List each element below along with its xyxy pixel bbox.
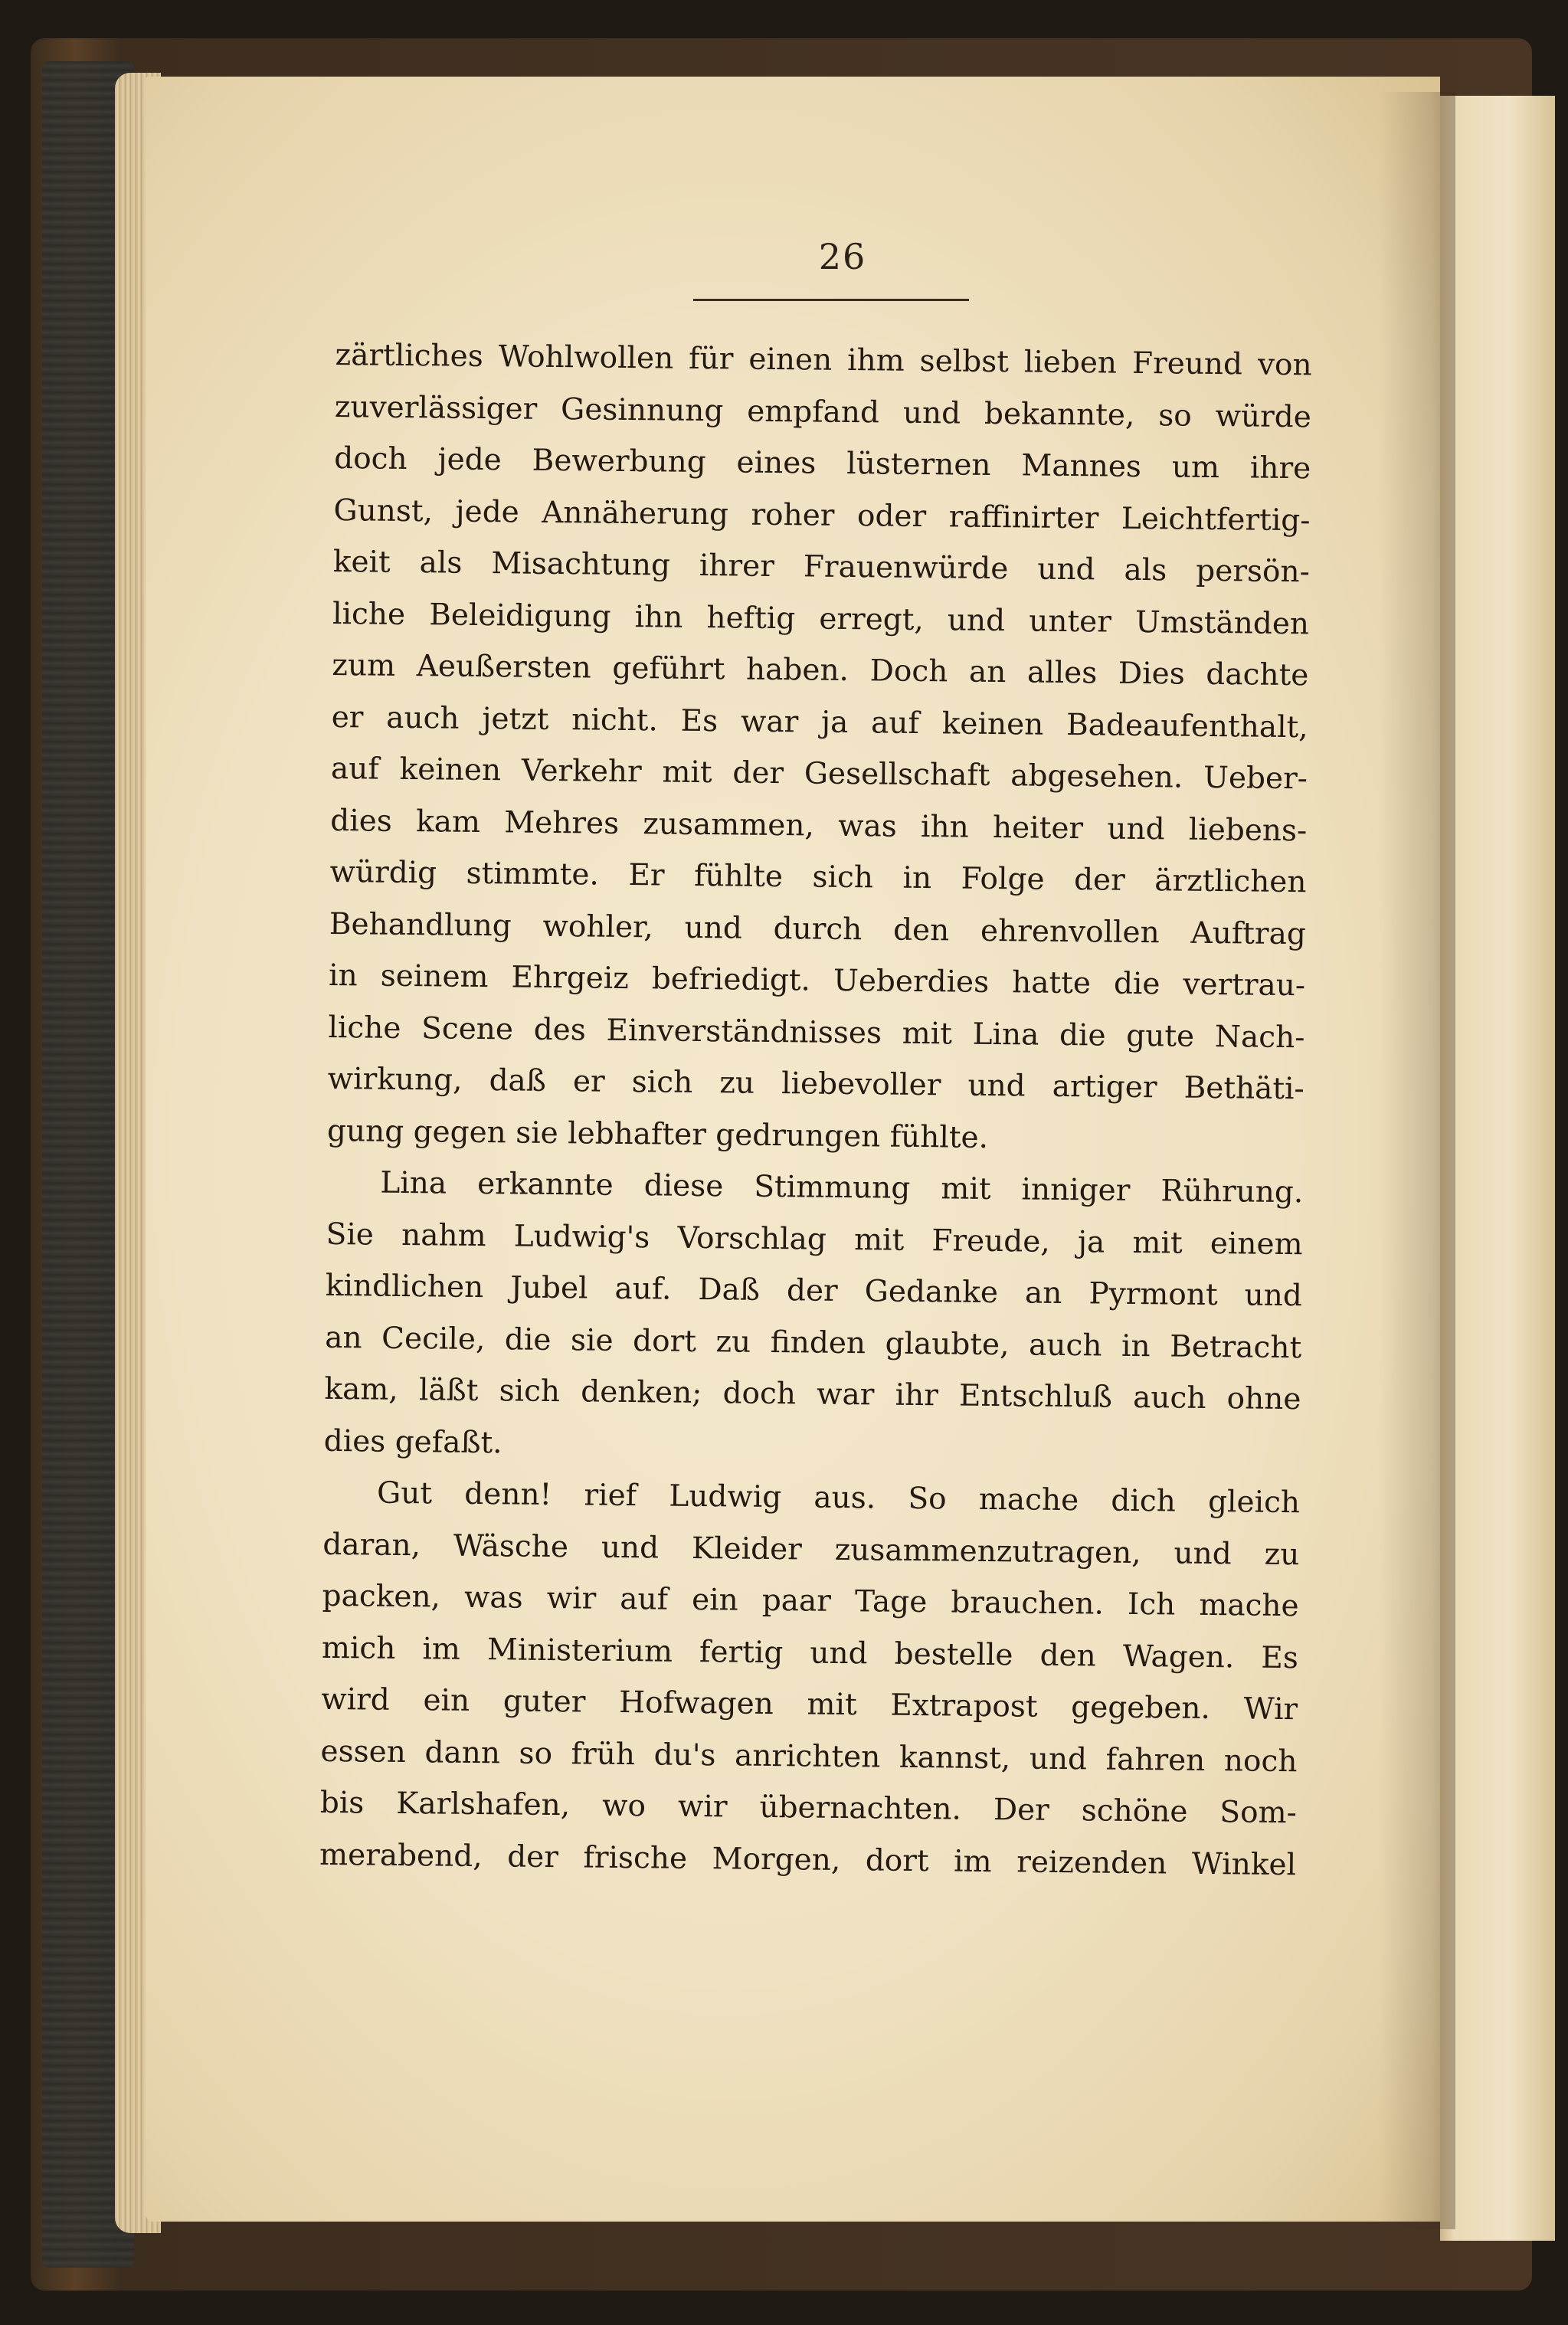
text-line: gung gegen sie lebhafter gedrungen fühlte.	[326, 1113, 989, 1155]
text-line: Gut denn! rief Ludwig aus. So mache dich gleich	[376, 1475, 1301, 1521]
text-line: liche Scene des Einverständnisses mit Lina die gute Nach-	[328, 1010, 1305, 1055]
text-line: würdig stimmte. Er fühlte sich in Folge der ärztlichen	[329, 854, 1307, 900]
text-line: zärtliches Wohlwollen für einen ihm selbst lieben Freund von	[335, 337, 1312, 383]
text-line: doch jede Bewerbung eines lüsternen Mannes um ihre	[333, 440, 1311, 486]
text-line: Sie nahm Ludwig's Vorschlag mit Freude, ja mit einem	[326, 1217, 1303, 1262]
gutter-shadow	[1379, 92, 1455, 2229]
text-line: essen dann so früh du's anrichten kannst, und fahren noch	[320, 1734, 1298, 1779]
text-line: kam, läßt sich denken; doch war ihr Entschluß auch ohne	[324, 1371, 1301, 1417]
text-line: wirkung, daß er sich zu liebevoller und artiger Bethäti-	[327, 1061, 1304, 1107]
page-number: 26	[818, 236, 867, 277]
text-line: daran, Wäsche und Kleider zusammenzutragen, und zu	[322, 1527, 1300, 1572]
text-line: bis Karlshafen, wo wir übernachten. Der schöne Som-	[319, 1785, 1298, 1831]
facing-page	[1440, 96, 1555, 2241]
text-line: merabend, der frische Morgen, dort im reizenden Winkel	[319, 1837, 1297, 1882]
text-line: Behandlung wohler, und durch den ehrenvollen Auftrag	[329, 906, 1307, 951]
text-line: keit als Misachtung ihrer Frauenwürde und als persön-	[332, 544, 1310, 590]
text-line: wird ein guter Hofwagen mit Extrapost gegeben. Wir	[321, 1682, 1298, 1727]
text-line: dies gefaßt.	[323, 1423, 502, 1460]
body-text	[319, 329, 1312, 1891]
text-line: dies kam Mehres zusammen, was ihn heiter und liebens-	[330, 803, 1308, 848]
text-line: in seinem Ehrgeiz befriedigt. Ueberdies hatte die vertrau-	[328, 958, 1306, 1004]
header-rule	[693, 299, 969, 301]
text-line: er auch jetzt nicht. Es war ja auf keinen Badeaufenthalt,	[331, 699, 1308, 745]
text-line: auf keinen Verkehr mit der Gesellschaft abgesehen. Ueber-	[330, 751, 1308, 797]
text-line: kindlichen Jubel auf. Daß der Gedanke an Pyrmont und	[325, 1268, 1303, 1314]
text-line: zum Aeußersten geführt haben. Doch an alles Dies dachte	[332, 647, 1309, 693]
text-line: mich im Ministerium fertig und bestelle den Wagen. Es	[321, 1630, 1299, 1675]
text-line: packen, was wir auf ein paar Tage brauchen. Ich mache	[322, 1578, 1299, 1624]
text-line: an Cecile, die sie dort zu finden glaubte, auch in Betracht	[324, 1320, 1302, 1365]
text-line: Lina erkannte diese Stimmung mit inniger Rührung.	[380, 1165, 1304, 1210]
text-line: zuverlässiger Gesinnung empfand und bekannte, so würde	[334, 389, 1312, 434]
text-line: liche Beleidigung ihn heftig erregt, und unter Umständen	[332, 596, 1310, 641]
text-line: Gunst, jede Annäherung roher oder raffinirter Leichtfertig-	[333, 493, 1311, 538]
